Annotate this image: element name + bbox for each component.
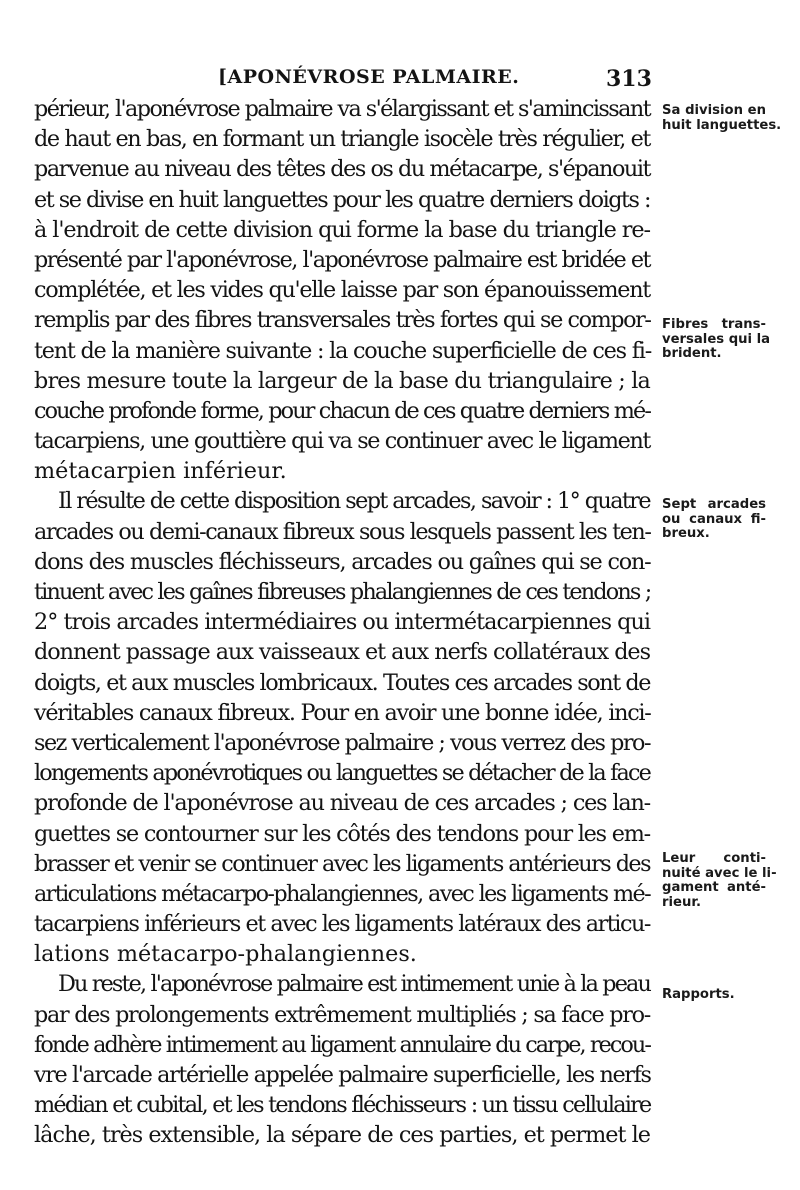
text-line: guettes se contourner sur les côtés des tendons pour les em- xyxy=(34,820,650,847)
margin-note-line: huit languettes. xyxy=(662,117,782,133)
margin-note-line: ou canaux fi- xyxy=(662,511,766,527)
paragraph xyxy=(34,486,650,969)
page-number: 313 xyxy=(606,66,652,92)
text-line: Il résulte de cette disposition sept arcades, savoir : 1° quatre xyxy=(58,488,650,515)
text-line: et se divise en huit languettes pour les quatre derniers doigts : xyxy=(34,186,650,213)
text-line: donnent passage aux vaisseaux et aux nerfs collatéraux des xyxy=(34,639,650,666)
text-line: 2° trois arcades intermédiaires ou intermétacarpiennes qui xyxy=(34,609,650,636)
text-line: présenté par l'aponévrose, l'aponévrose palmaire est bridée et xyxy=(34,246,650,273)
text-line: tinuent avec les gaînes fibreuses phalangiennes de ces tendons ; xyxy=(34,579,651,605)
text-line: Du reste, l'aponévrose palmaire est intimement unie à la peau xyxy=(58,971,650,998)
text-line: tent de la manière suivante : la couche superficielle de ces fi- xyxy=(34,337,652,364)
text-line: bres mesure toute la largeur de la base du triangulaire ; la xyxy=(34,367,650,394)
text-line: sez verticalement l'aponévrose palmaire ; vous verrez des pro- xyxy=(34,729,650,756)
margin-note-line: gament anté- xyxy=(662,880,766,896)
paragraph xyxy=(34,969,650,1150)
text-line: métacarpien inférieur. xyxy=(34,458,287,485)
text-line: remplis par des fibres transversales très fortes qui se compor- xyxy=(34,307,651,334)
text-line: couche profonde forme, pour chacun de ces quatre derniers mé- xyxy=(34,397,650,424)
text-line: complétée, et les vides qu'elle laisse par son épanouissement xyxy=(34,277,650,304)
text-line: de haut en bas, en formant un triangle isocèle très régulier, et xyxy=(34,126,650,153)
running-head: [APONÉVROSE PALMAIRE. xyxy=(218,66,520,88)
page-header xyxy=(0,66,800,96)
body-text xyxy=(34,94,650,1151)
text-line: doigts, et aux muscles lombricaux. Toutes ces arcades sont de xyxy=(34,669,650,696)
text-line: brasser et venir se continuer avec les ligaments antérieurs des xyxy=(34,850,650,877)
text-line: fonde adhère intimement au ligament annulaire du carpe, recou- xyxy=(34,1031,650,1058)
text-line: vre l'arcade artérielle appelée palmaire superficielle, les nerfs xyxy=(34,1062,651,1088)
margin-note-line: rieur. xyxy=(662,894,701,910)
text-line: tacarpiens, une gouttière qui va se continuer avec le ligament xyxy=(34,428,650,455)
margin-note-line: Rapports. xyxy=(662,987,735,1002)
margin-note-line: brident. xyxy=(662,346,722,362)
margin-note-line: versales qui la xyxy=(662,331,771,347)
text-line: périeur, l'aponévrose palmaire va s'élargissant et s'amincissant xyxy=(34,96,650,122)
text-line: médian et cubital, et les tendons fléchisseurs : un tissu cellulaire xyxy=(34,1092,651,1119)
margin-note-line: Sept arcades xyxy=(662,497,766,512)
margin-note-line: nuité avec le li- xyxy=(662,865,777,881)
text-line: dons des muscles fléchisseurs, arcades ou gaînes qui se con- xyxy=(34,548,651,575)
margin-note-line: breux. xyxy=(662,526,710,542)
text-line: lations métacarpo-phalangiennes. xyxy=(34,941,417,968)
text-line: à l'endroit de cette division qui forme la base du triangle re- xyxy=(34,216,650,243)
paragraph xyxy=(34,94,650,486)
margin-note-line: Leur conti- xyxy=(662,851,766,866)
text-line: par des prolongements extrêmement multipliés ; sa face pro- xyxy=(34,1001,650,1028)
margin-note xyxy=(662,317,771,362)
text-line: lâche, très extensible, la sépare de ces parties, et permet le xyxy=(34,1122,650,1149)
margin-note xyxy=(662,103,782,133)
margin-note xyxy=(662,988,766,1003)
text-line: arcades ou demi-canaux fibreux sous lesquels passent les ten- xyxy=(34,518,651,545)
text-line: parvenue au niveau des têtes des os du métacarpe, s'épanouit xyxy=(34,156,650,183)
text-line: longements aponévrotiques ou languettes se détacher de la face xyxy=(34,760,650,787)
text-line: véritables canaux fibreux. Pour en avoir une bonne idée, inci- xyxy=(34,699,651,726)
margin-note xyxy=(662,851,777,910)
text-line: articulations métacarpo-phalangiennes, avec les ligaments mé- xyxy=(34,880,650,907)
text-line: profonde de l'aponévrose au niveau de ces arcades ; ces lan- xyxy=(34,790,650,817)
margin-note xyxy=(662,498,766,542)
margin-note-line: Sa division en xyxy=(662,103,766,118)
margin-note-line: Fibres trans- xyxy=(662,317,766,332)
text-line: tacarpiens inférieurs et avec les ligaments latéraux des articu- xyxy=(34,911,650,938)
